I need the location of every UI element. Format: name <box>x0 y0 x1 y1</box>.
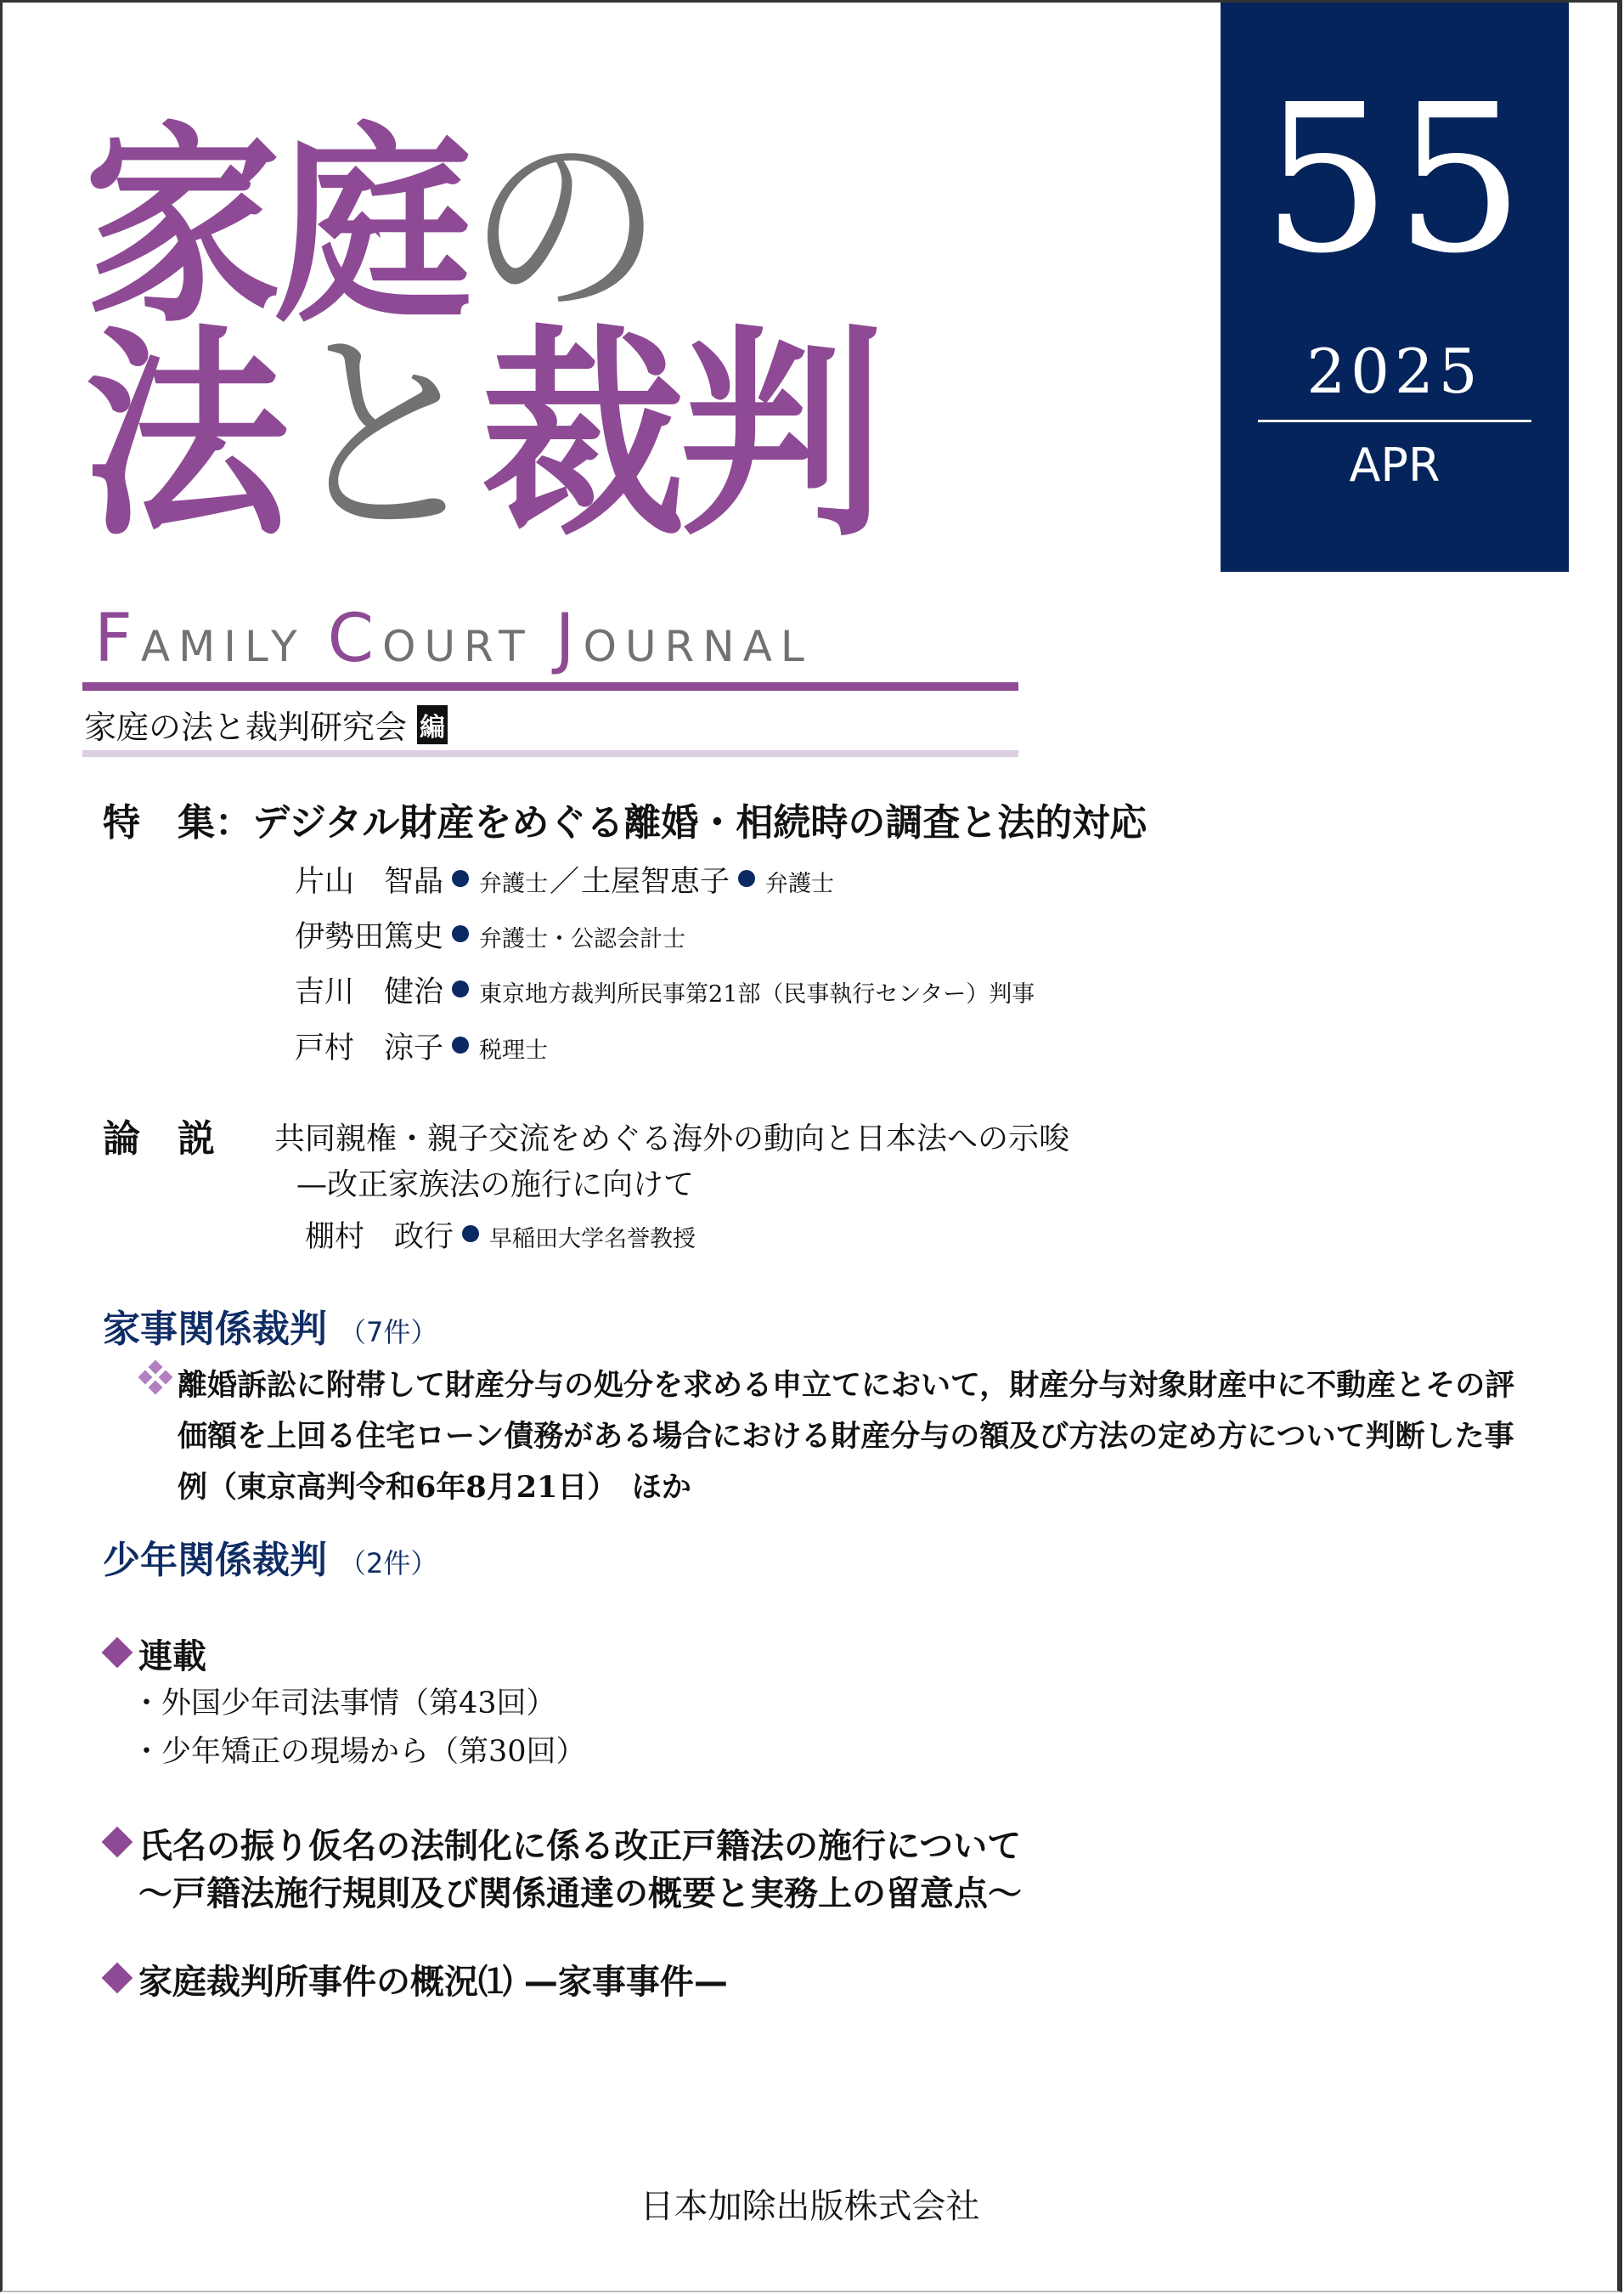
publisher-name: 日本加除出版株式会社 <box>640 2187 980 2226</box>
diamond-icon <box>102 1637 133 1669</box>
english-title-cap-j: J <box>555 601 584 677</box>
ronsetsu-label-b: 説 <box>178 1117 215 1161</box>
issue-year: 2025 <box>1306 336 1483 407</box>
ronsetsu-title: 共同親権・親子交流をめぐる海外の動向と日本法への示唆 <box>274 1122 1070 1156</box>
author-affiliation: 税理士 <box>479 1037 549 1064</box>
issue-divider <box>1258 420 1531 422</box>
shonen-heading <box>103 1539 438 1582</box>
shonen-title: 少年関係裁判 <box>103 1539 327 1582</box>
bullet-dot-icon <box>452 980 469 997</box>
feature-label-a: 特 <box>103 801 140 845</box>
editor-name: 家庭の法と裁判研究会 <box>84 709 408 746</box>
main-title-line-1 <box>84 104 658 351</box>
four-diamond-icon <box>138 1362 172 1396</box>
feature-author-row <box>295 867 834 897</box>
author-name: 棚村 政行 <box>305 1220 454 1254</box>
article-subtitle: ～戸籍法施行規則及び関係通達の概要と実務上の留意点～ <box>138 1874 1022 1913</box>
diamond-icon <box>102 1963 133 1994</box>
title-particle-to: と <box>282 307 482 566</box>
issue-month: APR <box>1349 438 1441 492</box>
article-title: 家庭裁判所事件の概況⑴ —家事事件— <box>138 1963 728 2002</box>
kaji-title: 家事関係裁判 <box>103 1308 327 1351</box>
feature-title: デジタル財産をめぐる離婚・相続時の調査と法的対応 <box>252 801 1148 845</box>
serial-item: ・外国少年司法事情（第43回） <box>132 1687 556 1720</box>
author-name: 片山 智晶 <box>295 865 444 899</box>
feature-label-b: 集 <box>178 801 215 845</box>
title-particle-no: の <box>466 104 658 351</box>
editor-badge: 編 <box>417 705 448 744</box>
bullet-dot-icon <box>462 1225 479 1242</box>
bullet-dot-icon <box>452 870 469 887</box>
diamond-icon <box>102 1827 133 1858</box>
author-name: 吉川 健治 <box>295 975 444 1009</box>
lavender-divider <box>82 750 1018 757</box>
ronsetsu-heading <box>103 1117 215 1161</box>
english-title-word-1: AMILY <box>140 622 328 671</box>
feature-heading <box>103 801 1148 845</box>
author-affiliation: 東京地方裁判所民事第21部（民事執行センター）判事 <box>479 981 1035 1008</box>
bullet-dot-icon <box>738 870 755 887</box>
rensai-heading <box>101 1637 206 1676</box>
bullet-dot-icon <box>452 1037 469 1054</box>
issue-box <box>1221 3 1569 572</box>
title-kanji-saiban: 裁判 <box>481 307 878 566</box>
ronsetsu-label-a: 論 <box>103 1117 140 1161</box>
article-title: 氏名の振り仮名の法制化に係る改正戸籍法の施行について <box>138 1827 1022 1866</box>
english-title-word-2: OURT <box>382 622 555 671</box>
feature-author-row <box>295 920 686 954</box>
author-separator: ／ <box>550 865 580 899</box>
english-title <box>94 601 813 677</box>
kaji-count: （7件） <box>339 1316 438 1348</box>
english-title-word-3: OURNAL <box>583 622 813 671</box>
article-heading <box>101 1963 728 2002</box>
rensai-title: 連載 <box>138 1637 206 1676</box>
author-affiliation: 弁護士・公認会計士 <box>479 926 686 952</box>
author-name: 土屋智恵子 <box>581 865 730 899</box>
ronsetsu-subtitle: —改正家族法の施行に向けて <box>296 1167 695 1202</box>
main-title-line-2 <box>84 307 878 566</box>
author-affiliation: 早稲田大学名誉教授 <box>489 1226 696 1252</box>
english-title-cap-c: C <box>327 601 383 677</box>
author-affiliation: 弁護士 <box>479 871 549 897</box>
bullet-dot-icon <box>452 925 469 942</box>
author-affiliation: 弁護士 <box>765 871 835 897</box>
kaji-heading <box>103 1308 438 1351</box>
serial-item: ・少年矯正の現場から（第30回） <box>132 1735 586 1769</box>
feature-author-row <box>295 1031 549 1065</box>
kaji-case-summary: 離婚訴訟に附帯して財産分与の処分を求める申立てにおいて，財産分与対象財産中に不動産とその評価額を上回る住宅ローン債務がある場合における財産分与の額及び方法の定め方について判断した事例（東京高判令和6年8月21日） ほか <box>178 1368 1515 1505</box>
editor-credit <box>84 701 448 748</box>
purple-divider <box>82 682 1018 691</box>
feature-author-row <box>295 975 1035 1009</box>
author-name: 伊勢田篤史 <box>295 920 444 954</box>
feature-colon: ： <box>215 801 252 845</box>
author-name: 戸村 涼子 <box>295 1031 444 1065</box>
ronsetsu-author-row <box>305 1220 696 1254</box>
english-title-cap-f: F <box>94 601 141 677</box>
title-kanji-katei: 家庭 <box>84 104 467 351</box>
article-heading <box>101 1827 1022 1866</box>
shonen-count: （2件） <box>339 1547 438 1579</box>
issue-number: 55 <box>1261 60 1528 298</box>
title-kanji-ho: 法 <box>84 307 283 566</box>
